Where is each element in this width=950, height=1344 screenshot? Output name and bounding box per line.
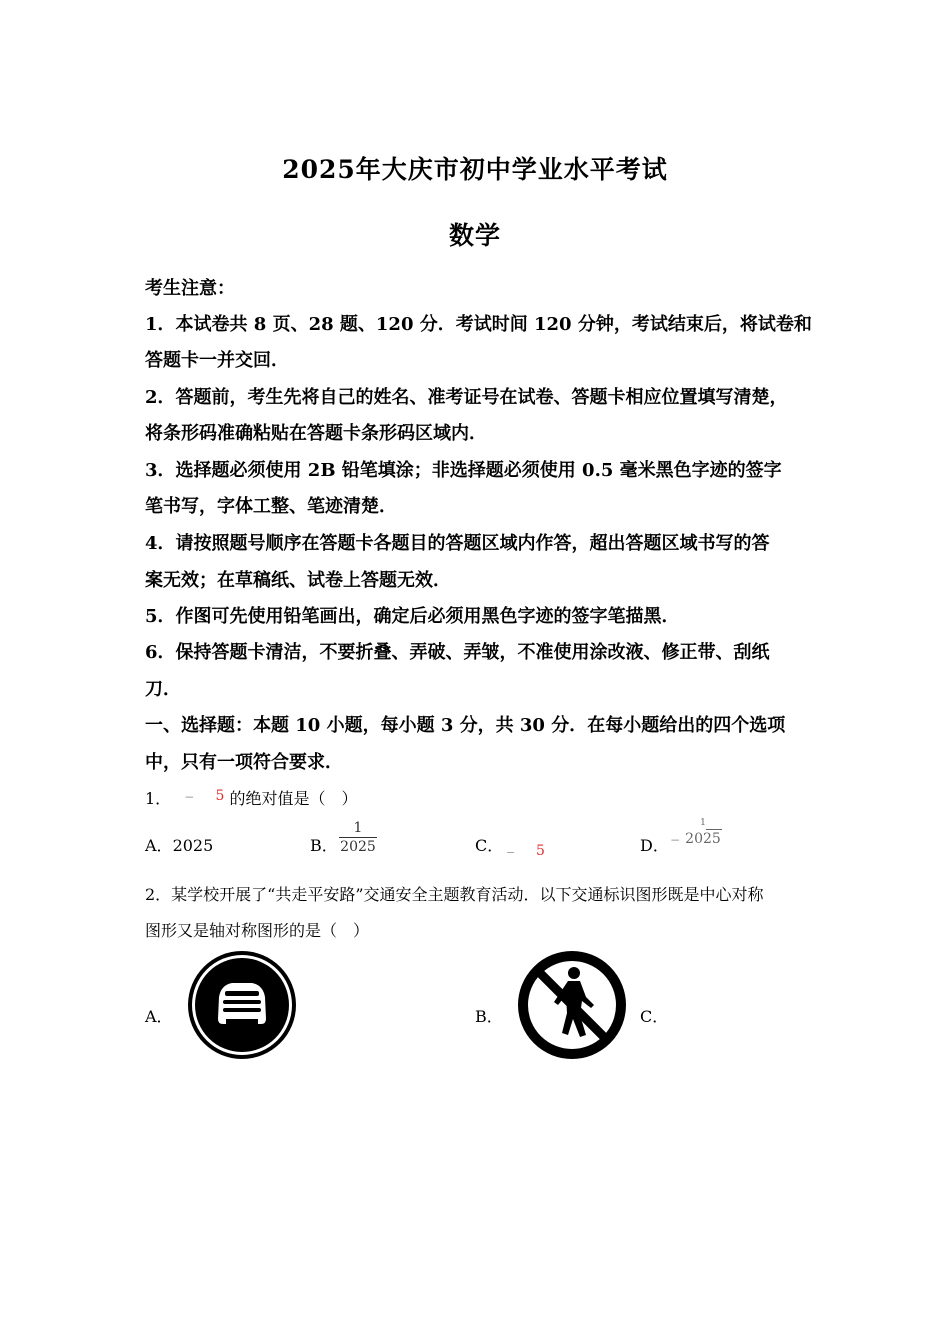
note-line: 4．请按照题号顺序在答题卡各题目的答题区域内作答，超出答题区域书写的答 <box>145 533 770 554</box>
exam-title: 2025年大庆市初中学业水平考试 <box>282 155 668 184</box>
fraction-bar <box>339 837 377 838</box>
option-label: B． <box>310 836 338 855</box>
note-line: 案无效；在草稿纸、试卷上答题无效． <box>145 570 451 591</box>
option-label: D． <box>640 836 669 855</box>
section-heading: 一、选择题：本题 10 小题，每小题 3 分，共 30 分．在每小题给出的四个选项 <box>145 715 786 736</box>
option-label: B． <box>475 1007 503 1026</box>
note-line: 2．答题前，考生先将自己的姓名、准考证号在试卷、答题卡相应位置填写清楚， <box>145 387 788 408</box>
fraction-b <box>339 820 377 855</box>
question-2-line-2: 图形又是轴对称图形的是（ ） <box>145 921 370 940</box>
numerator: 1 <box>700 818 706 828</box>
option-label: C． <box>640 1007 669 1026</box>
no-motor-vehicle-sign-icon[interactable] <box>186 949 298 1061</box>
minus-sign: − <box>670 833 681 847</box>
note-line: 1．本试卷共 8 页、28 题、120 分．考试时间 120 分钟，考试结束后，将试卷和 <box>145 314 812 335</box>
denominator: 2025 <box>685 831 721 847</box>
question-value: 5 <box>215 788 225 804</box>
option-label: A． <box>145 836 173 855</box>
option-c-value: 5 <box>536 843 545 859</box>
no-pedestrians-sign-icon[interactable] <box>516 949 628 1061</box>
note-line: 答题卡一并交回． <box>145 350 289 371</box>
option-a[interactable] <box>145 833 213 856</box>
fraction-d <box>684 818 722 847</box>
note-line: 刀． <box>145 679 181 700</box>
option-value: 2025 <box>172 836 214 855</box>
question-1 <box>145 786 357 809</box>
option-label: A． <box>145 1007 173 1026</box>
section-heading-cont: 中，只有一项符合要求． <box>145 752 343 773</box>
option-c[interactable] <box>475 833 503 856</box>
fraction-bar <box>706 829 722 830</box>
notes-heading: 考生注意： <box>145 278 235 299</box>
denominator: 2025 <box>340 839 376 855</box>
subject-title: 数学 <box>448 221 501 250</box>
numerator: 1 <box>353 820 363 836</box>
question-2-line-1: 2．某学校开展了“共走平安路”交通安全主题教育活动．以下交通标识图形既是中心对称 <box>145 885 764 904</box>
note-line: 将条形码准确粘贴在答题卡条形码区域内． <box>145 423 487 444</box>
note-line: 5．作图可先使用铅笔画出，确定后必须用黑色字迹的签字笔描黑． <box>145 606 680 627</box>
option-b[interactable] <box>475 1004 503 1027</box>
option-c[interactable] <box>640 1004 668 1027</box>
option-b[interactable] <box>310 833 338 856</box>
note-line: 6．保持答题卡清洁，不要折叠、弄破、弄皱，不准使用涂改液、修正带、刮纸 <box>145 642 770 663</box>
option-label: C． <box>475 836 504 855</box>
option-d[interactable] <box>640 833 669 856</box>
option-a[interactable] <box>145 1004 173 1027</box>
minus-sign: − <box>184 790 195 804</box>
note-line: 3．选择题必须使用 2B 铅笔填涂；非选择题必须使用 0.5 毫米黑色字迹的签字 <box>145 460 782 481</box>
question-number: 1． <box>145 789 172 808</box>
minus-sign: − <box>506 846 516 859</box>
question-stem: 的绝对值是（ ） <box>229 789 358 808</box>
note-line: 笔书写，字体工整、笔迹清楚． <box>145 496 397 517</box>
